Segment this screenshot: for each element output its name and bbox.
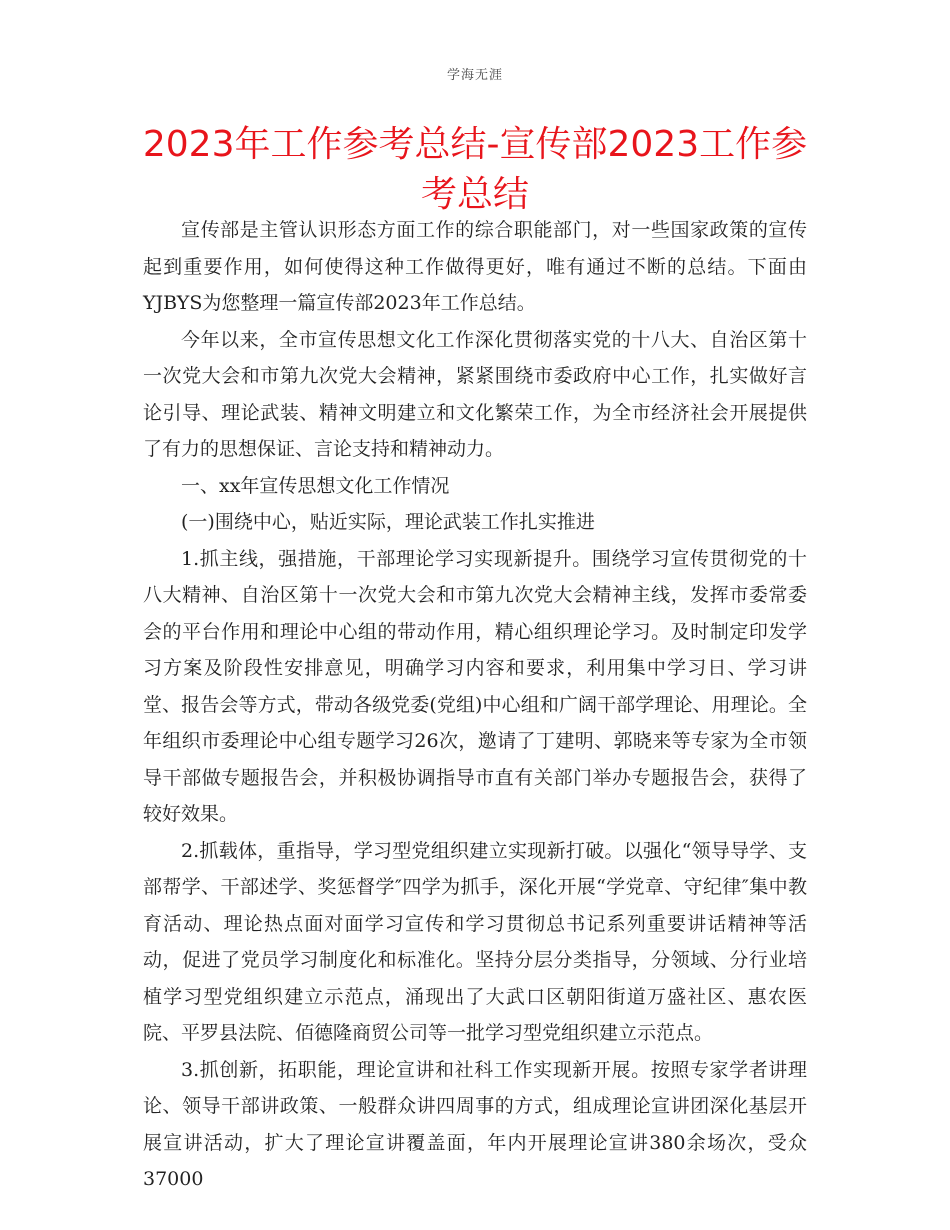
subsection-heading: (一)围绕中心，贴近实际，理论武装工作扎实推进 — [181, 511, 595, 533]
paragraph-overview: 今年以来，全市宣传思想文化工作深化贯彻落实党的十八大、自治区第十一次党大会和市第九次党大会精神，紧紧围绕市委政府中心工作，扎实做好言论引导、理论武装、精神文明建立和文化繁荣工作，为全市经济社会开展提供了有力的思想保证、言论支持和精神动力。 — [143, 328, 807, 460]
paragraph-item-2: 2.抓载体，重指导，学习型党组织建立实现新打破。以强化“领导导学、支部帮学、干部述学、奖惩督学″四学为抓手，深化开展“学党章、守纪律″集中教育活动、理论热点面对面学习宣传和学习贯彻总书记系列重要讲话精神等活动，促进了党员学习制度化和标准化。坚持分层分类指导，分领域、分行业培植学习型党组织建立示范点，涌现出了大武口区朝阳街道万盛社区、惠农医院、平罗县法院、佰德隆商贸公司等一批学习型党组织建立示范点。 — [143, 839, 807, 1044]
paragraph-item-1: 1.抓主线，强措施，干部理论学习实现新提升。围绕学习宣传贯彻党的十八大精神、自治区第十一次党大会和市第九次党大会精神主线，发挥市委常委会的平台作用和理论中心组的带动作用，精心组织理论学习。及时制定印发学习方案及阶段性安排意见，明确学习内容和要求，利用集中学习日、学习讲堂、报告会等方式，带动各级党委(党组)中心组和广阔干部学理论、用理论。全年组织市委理论中心组专题学习26次，邀请了丁建明、郭晓来等专家为全市领导干部做专题报告会，并积极协调指导市直有关部门举办专题报告会，获得了较好效果。 — [143, 547, 807, 825]
header-watermark-text: 学海无涯 — [446, 68, 503, 83]
section-heading: 一、xx年宣传思想文化工作情况 — [181, 474, 450, 497]
paragraph-intro: 宣传部是主管认识形态方面工作的综合职能部门，对一些国家政策的宣传起到重要作用，如何使得这种工作做得更好，唯有通过不断的总结。下面由YJBYS为您整理一篇宣传部2023年工作总结。 — [143, 219, 807, 314]
document-body — [143, 212, 807, 1198]
document-title: 2023年工作参考总结-宣传部2023工作参考总结 — [142, 124, 808, 215]
paragraph-item-3: 3.抓创新，拓职能，理论宣讲和社科工作实现新开展。按照专家学者讲理论、领导干部讲政策、一般群众讲四周事的方式，组成理论宣讲团深化基层开展宣讲活动，扩大了理论宣讲覆盖面，年内开展理论宣讲380余场次，受众37000 — [143, 1058, 807, 1190]
